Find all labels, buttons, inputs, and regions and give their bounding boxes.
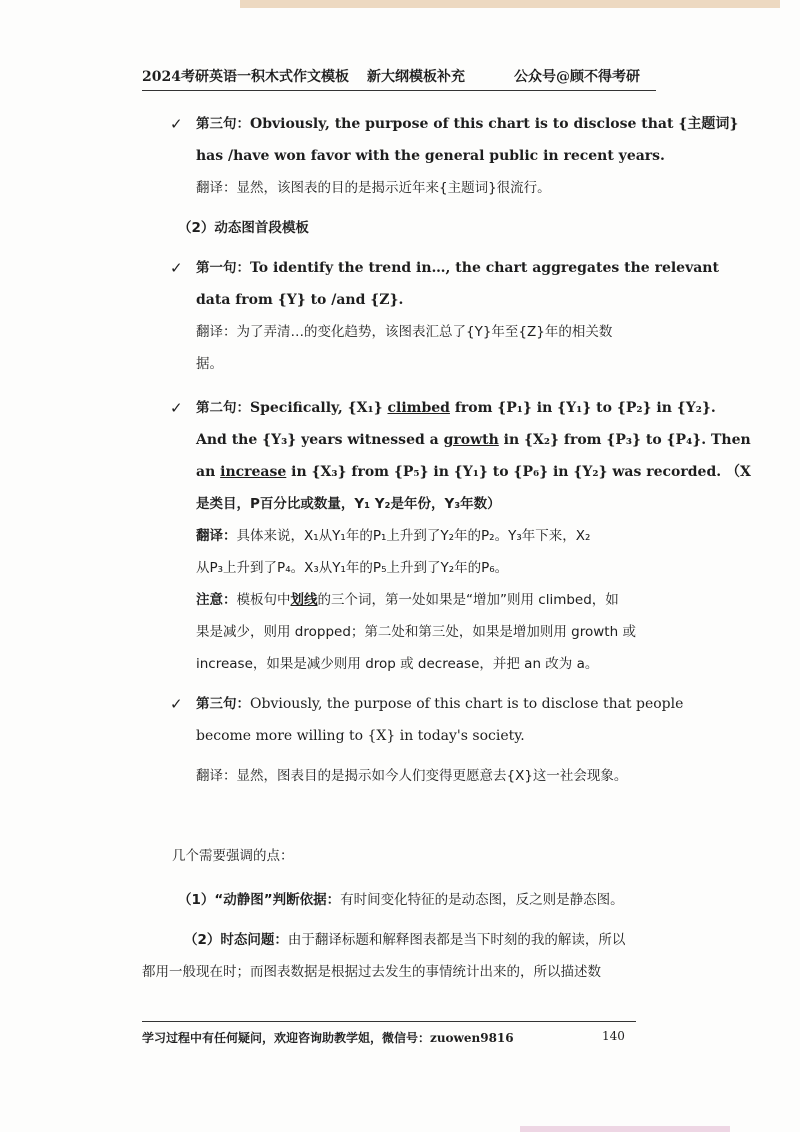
sentence-label: 第三句： (196, 696, 250, 712)
sentence-label: 第一句： (196, 260, 250, 276)
translation (150, 520, 660, 552)
highlight-strip (520, 1126, 730, 1132)
template-sentence-1 (150, 252, 719, 284)
translation-cont: 据。 (196, 356, 223, 372)
check-icon: ✓ (170, 695, 183, 713)
sentence-text-cont (150, 424, 751, 456)
sentence-label: 第三句： (196, 116, 250, 132)
points-intro: 几个需要强调的点： (172, 848, 294, 864)
sentence-text: And the {Y₃} years witnessed a (196, 432, 444, 448)
translation: 翻译：为了弄清…的变化趋势，该图表汇总了{Y}年至{Z}年的相关数 (196, 324, 613, 340)
note-cont: 果是减少，则用 dropped；第二处和第三处，如果是增加则用 growth 或 (196, 624, 636, 640)
point-text: 由于翻译标题和解释图表都是当下时刻的我的解读，所以 (287, 932, 626, 948)
template-sentence-3-static (150, 108, 739, 140)
tape-strip (240, 0, 780, 8)
page-footer (142, 1029, 636, 1046)
check-icon: ✓ (170, 115, 183, 133)
sentence-text: in {X₃} from {P₅} in {Y₁} to {P₆} in {Y₂} was recorded. （X (286, 464, 751, 480)
sentence-text: Specifically, {X₁} (250, 400, 388, 416)
underlined-word: climbed (387, 400, 450, 416)
underlined-word: increase (220, 464, 287, 480)
check-icon: ✓ (170, 259, 183, 277)
translation-cont: 从P₃上升到了P₄。X₃从Y₁年的P₅上升到了Y₂年的P₆。 (196, 560, 509, 576)
underlined-word: growth (443, 432, 499, 448)
header-subtitle: 新大纲模板补充 (367, 69, 465, 85)
sentence-text: from {P₁} in {Y₁} to {P₂} in {Y₂}. (449, 400, 716, 416)
sentence-text: in {X₂} from {P₃} to {P₄}. Then (498, 432, 751, 448)
note-text: 模板句中 (236, 592, 291, 608)
sentence-text-cont: has /have won favor with the general public in recent years. (196, 148, 665, 164)
point-text: 有时间变化特征的是动态图，反之则是静态图。 (340, 892, 624, 908)
point-label: （1）“动静图”判断依据： (178, 892, 341, 908)
header-title: 2024考研英语一积木式作文模板 (142, 69, 349, 85)
check-icon: ✓ (170, 399, 183, 417)
sentence-text: Obviously, the purpose of this chart is to disclose that {主题词} (250, 116, 739, 132)
note-label: 注意： (196, 592, 237, 608)
sentence-text: an (196, 464, 221, 480)
note (150, 584, 660, 616)
point-2-cont: 都用一般现在时；而图表数据是根据过去发生的事情统计出来的，所以描述数 (142, 964, 601, 980)
underlined-word: 划线 (290, 592, 318, 608)
variable-legend: 是类目，P百分比或数量，Y₁ Y₂是年份，Y₃年数） (196, 496, 501, 512)
section-title: （2）动态图首段模板 (178, 220, 309, 236)
template-sentence-2 (150, 392, 716, 424)
note-cont: increase，如果是减少则用 drop 或 decrease，并把 an 改为 a。 (196, 656, 599, 672)
sentence-text-cont: data from {Y} to /and {Z}. (196, 292, 404, 308)
translation: 翻译：显然，该图表的目的是揭示近年来{主题词}很流行。 (196, 180, 551, 196)
translation-label: 翻译： (196, 528, 237, 544)
footer-contact: 学习过程中有任何疑问，欢迎咨询助教学姐，微信号：zuowen9816 (142, 1031, 514, 1045)
note-text: 的三个词，第一处如果是“增加”则用 climbed，如 (317, 592, 619, 608)
sentence-label: 第二句： (196, 400, 250, 416)
sentence-text: To identify the trend in…, the chart aggregates the relevant (250, 260, 719, 276)
header-divider (142, 90, 656, 91)
footer-divider (142, 1021, 636, 1022)
sentence-text: Obviously, the purpose of this chart is to disclose that people (250, 696, 684, 712)
page-number: 140 (602, 1029, 625, 1043)
sentence-text-cont (150, 456, 751, 488)
point-label: （2）时态问题： (184, 932, 288, 948)
translation-text: 具体来说，X₁从Y₁年的P₁上升到了Y₂年的P₂。Y₃年下来，X₂ (236, 528, 591, 544)
translation: 翻译：显然，图表目的是揭示如今人们变得更愿意去{X}这一社会现象。 (196, 768, 628, 784)
header-source: 公众号@顾不得考研 (514, 69, 640, 85)
point-1 (150, 884, 660, 916)
template-sentence-3-dynamic (150, 688, 684, 720)
point-2 (150, 924, 660, 956)
page-body (142, 108, 751, 988)
sentence-text-cont: become more willing to {X} in today's society. (196, 728, 525, 744)
